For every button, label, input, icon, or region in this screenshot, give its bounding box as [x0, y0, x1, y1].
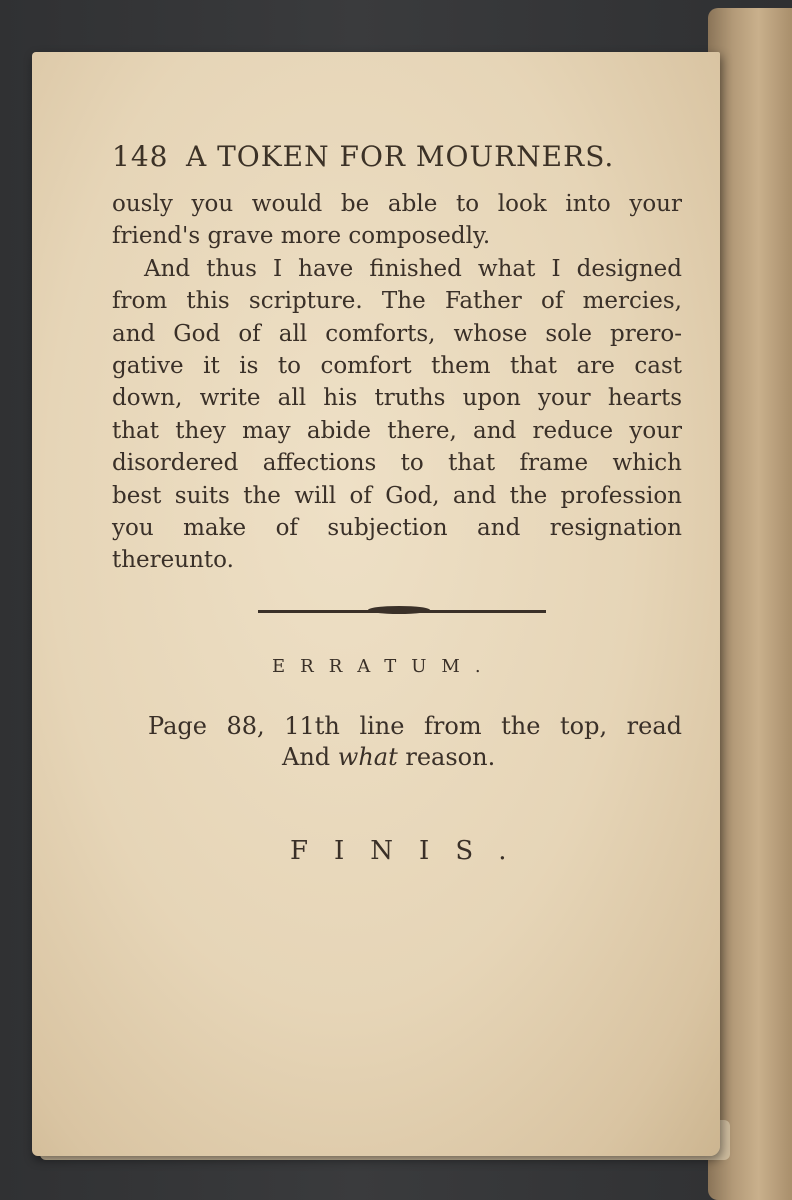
text-line: down, write all his truths upon your hearts: [112, 385, 682, 412]
erratum-heading: ERRATUM.: [272, 656, 496, 677]
book-fore-edge: [708, 8, 792, 1200]
text-line: and God of all comforts, whose sole prero-: [112, 320, 682, 347]
text-line: thereunto.: [112, 547, 234, 574]
text-line: gative it is to comfort them that are cast: [112, 353, 682, 380]
running-head: [112, 140, 672, 173]
text-line: that they may abide there, and reduce your: [112, 417, 682, 444]
rule-ornament: [368, 606, 430, 614]
text-line: And thus I have finished what I designed: [144, 255, 682, 282]
text-line: ously you would be able to look into your: [112, 191, 682, 217]
correction-text: And: [282, 743, 338, 771]
correction-text-end: reason.: [397, 743, 496, 771]
correction-italic: what: [337, 743, 398, 771]
text-line: friend's grave more composedly.: [112, 223, 491, 250]
finis: FINIS.: [290, 836, 533, 866]
text-line: best suits the will of God, and the profession: [112, 482, 682, 509]
text-line: disordered affections to that frame which: [112, 450, 682, 477]
page-number: 148: [112, 140, 169, 173]
text-line: you make of subjection and resignation: [112, 515, 682, 542]
body-text: [112, 188, 682, 577]
text-line: from this scripture. The Father of mercies,: [112, 288, 682, 315]
running-title: A TOKEN FOR MOURNERS.: [186, 140, 615, 173]
erratum-text: Page 88, 11th line from the top, read: [148, 712, 682, 740]
erratum-correction: [282, 743, 495, 771]
